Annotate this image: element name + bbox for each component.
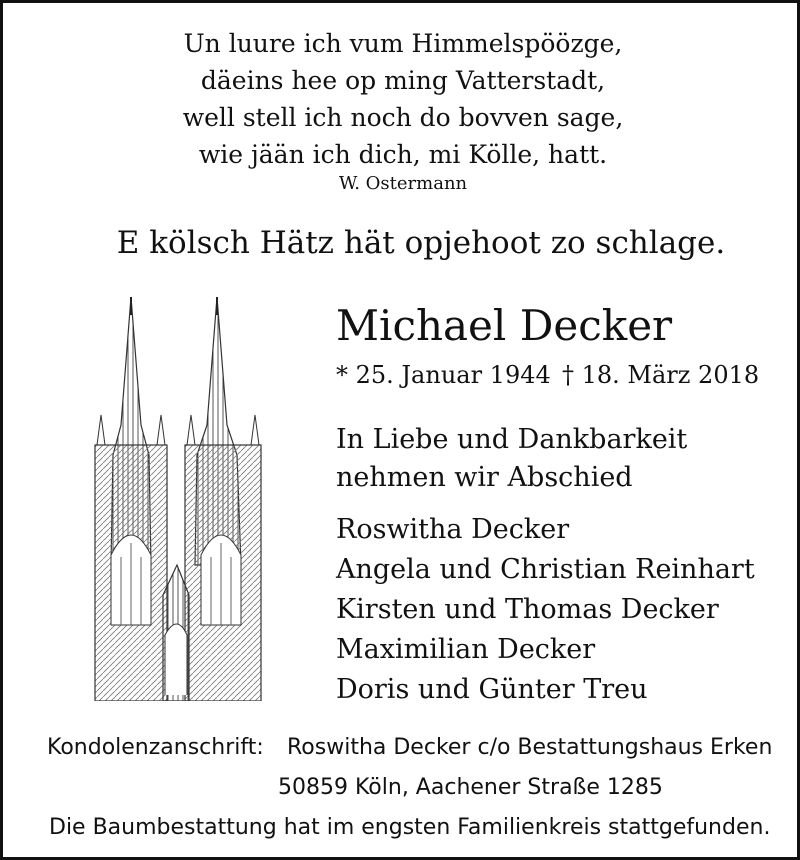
mourner-1: Roswitha Decker bbox=[336, 514, 570, 545]
poem-line-1: Un luure ich vum Himmelspöözge, bbox=[183, 29, 623, 58]
farewell-line-2: nehmen wir Abschied bbox=[336, 462, 633, 493]
death-date: † 18. März 2018 bbox=[562, 361, 760, 389]
poem-line-2: däeins hee op ming Vatterstadt, bbox=[200, 66, 606, 95]
farewell-line-1: In Liebe und Dankbarkeit bbox=[336, 424, 688, 455]
condolence-city: 50859 Köln, Aachener Straße 1285 bbox=[278, 775, 663, 800]
mourner-5: Doris und Günter Treu bbox=[336, 674, 648, 705]
mourner-2: Angela und Christian Reinhart bbox=[336, 554, 755, 585]
mourners-list bbox=[336, 510, 755, 710]
poem bbox=[3, 25, 800, 195]
cologne-cathedral-icon bbox=[91, 295, 263, 701]
poem-author: W. Ostermann bbox=[338, 173, 468, 194]
birth-date: * 25. Januar 1944 bbox=[336, 361, 551, 389]
farewell-text bbox=[336, 421, 687, 497]
condolence-label: Kondolenzanschrift: bbox=[47, 735, 264, 760]
deceased-name: Michael Decker bbox=[336, 301, 673, 350]
condolence-recipient: Roswitha Decker c/o Bestattungshaus Erken bbox=[287, 735, 773, 760]
poem-line-4: wie jään ich dich, mi Kölle, hatt. bbox=[198, 140, 608, 169]
poem-line-3: well stell ich noch do bovven sage, bbox=[182, 103, 624, 132]
motto: E kölsch Hätz hät opjehoot zo schlage. bbox=[116, 225, 726, 261]
mourner-3: Kirsten und Thomas Decker bbox=[336, 594, 719, 625]
funeral-note: Die Baumbestattung hat im engsten Familienkreis stattgefunden. bbox=[49, 815, 771, 840]
mourner-4: Maximilian Decker bbox=[336, 634, 596, 665]
